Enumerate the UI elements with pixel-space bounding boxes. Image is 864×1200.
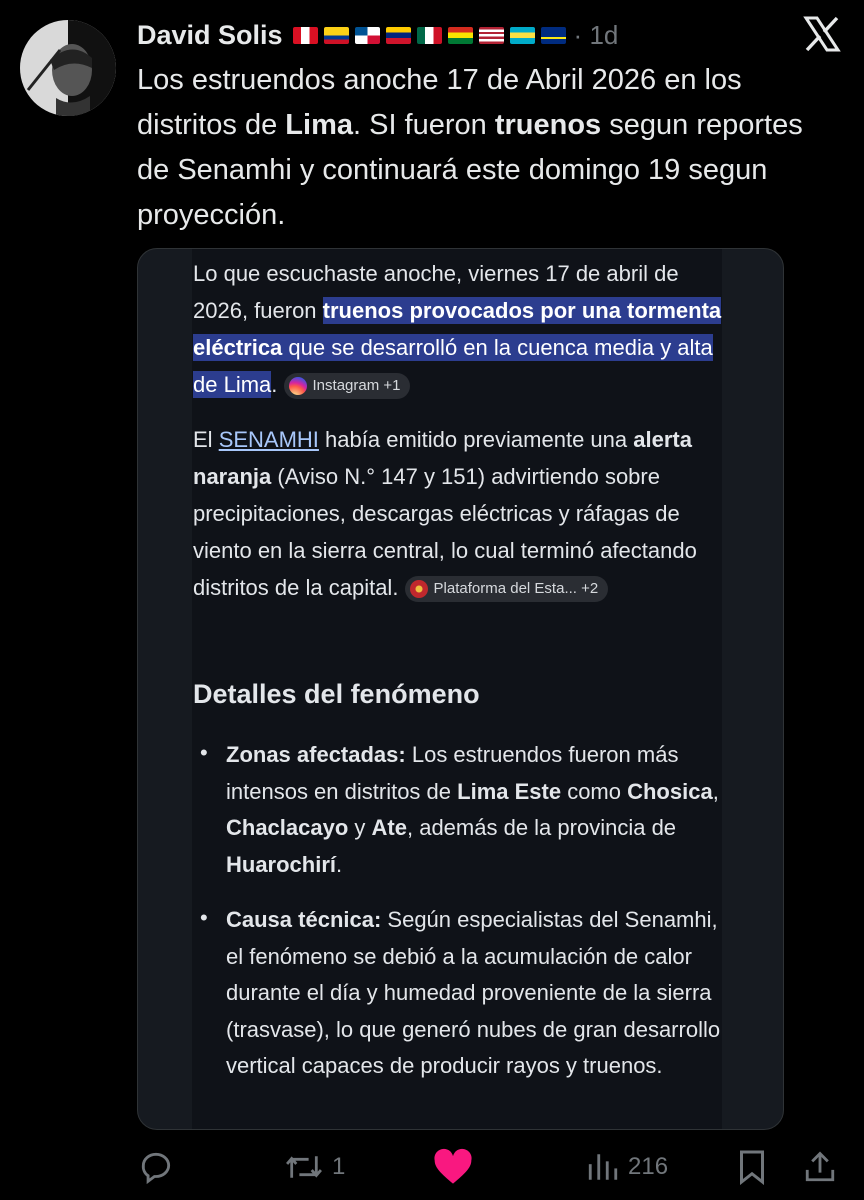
curacao-flag-icon [541, 27, 566, 44]
answer-text: Según especialistas del Senamhi, el fenómeno se debió a la acumulación de calor durante el día y humedad proveniente de la sierra (trasvase), lo que generó nubes de gran desarrollo vertical capaces de producir rayos y truenos. [226, 907, 721, 1078]
bolivia-flag-icon [448, 27, 473, 44]
like-button[interactable] [433, 1142, 473, 1192]
bookmark-button[interactable] [736, 1142, 768, 1192]
answer-bold: Chaclacayo [226, 815, 349, 840]
answer-text: como [561, 778, 628, 804]
gov-seal-icon [410, 580, 428, 598]
answer-text: y [348, 815, 372, 840]
answer-paragraph-2 [193, 421, 733, 606]
answer-highlight-bold: truenos provocados por una tormenta eléctrica [193, 298, 722, 360]
share-button[interactable] [803, 1142, 837, 1192]
source-chip-instagram[interactable] [284, 373, 411, 399]
panama-flag-icon [355, 27, 380, 44]
flag-emojis [293, 27, 566, 44]
views-button[interactable] [586, 1142, 668, 1192]
mexico-flag-icon [417, 27, 442, 44]
tweet-text-bold: Lima [285, 109, 353, 141]
tweet-time-value: 1d [589, 19, 619, 50]
tweet-time[interactable]: · 1d [573, 19, 619, 50]
tweet-media-image[interactable] [137, 248, 784, 1130]
answer-bold: Lima Este [457, 778, 562, 804]
peru-flag-icon [293, 27, 318, 44]
answer-highlight-text: que se desarrolló en la cuenca media y alta de Lima [193, 335, 713, 397]
answer-text: . [336, 851, 343, 877]
source-chip-label: Instagram +1 [312, 377, 401, 395]
tweet-action-bar [0, 1142, 864, 1192]
bullet-label: Zonas afectadas: [226, 742, 406, 767]
retweet-button[interactable] [284, 1142, 345, 1192]
answer-paragraph-1 [193, 255, 733, 403]
answer-text: (Aviso N.° 147 y 151) advirtiendo sobre precipitaciones, descargas eléctricas y ráfagas de viento en la sierra central, lo cual terminó afectando distritos de la capital. [193, 464, 697, 600]
tweet-text [137, 58, 837, 238]
usa-flag-icon [479, 27, 504, 44]
bookmark-icon [736, 1149, 768, 1185]
views-count: 216 [628, 1153, 669, 1180]
answer-text: . [271, 372, 284, 397]
views-icon [586, 1149, 620, 1185]
share-icon [803, 1149, 837, 1185]
answer-bold: Ate [371, 815, 407, 840]
answer-text: había emitido previamente una [318, 427, 634, 452]
bahamas-flag-icon [510, 27, 535, 44]
venezuela-flag-icon [386, 27, 411, 44]
reply-icon [137, 1148, 175, 1186]
retweet-icon [284, 1148, 324, 1186]
tweet-text-part: segun reportes de Senamhi y continuará este domingo 19 segun proyección. [137, 109, 803, 231]
answer-bold: Huarochirí [226, 851, 337, 877]
heart-icon [433, 1148, 473, 1186]
avatar[interactable] [20, 20, 116, 116]
bullet-marker: • [200, 740, 208, 765]
answer-bold: alerta naranja [193, 427, 692, 489]
retweet-count: 1 [332, 1153, 346, 1180]
answer-text: Lo que escuchaste anoche, viernes 17 de abril de 2026, fueron [193, 261, 679, 323]
reply-button[interactable] [137, 1142, 183, 1192]
bullet-causa-tecnica [226, 902, 736, 1085]
answer-text: , [712, 778, 719, 804]
answer-bold: Chosica [627, 778, 713, 804]
bullet-label: Causa técnica: [226, 907, 382, 932]
answer-text: , además de la provincia de [406, 815, 677, 840]
bullet-zonas-afectadas [226, 737, 736, 883]
bullet-marker: • [200, 905, 208, 930]
section-title: Detalles del fenómeno [193, 679, 480, 709]
tweet-text-part: Los estruendos anoche 17 de Abril 2026 en los distritos de [137, 64, 742, 141]
tweet-text-part: . SI fueron [352, 109, 495, 141]
tweet-header [137, 18, 618, 52]
x-logo-icon[interactable] [802, 14, 842, 54]
answer-text: Los estruendos fueron más intensos en distritos de [226, 742, 679, 804]
instagram-icon [289, 377, 307, 395]
source-chip-label: Plataforma del Esta... +2 [433, 580, 599, 598]
avatar-image [20, 20, 116, 116]
source-chip-plataforma[interactable] [405, 576, 609, 602]
answer-text: El [193, 427, 219, 452]
colombia-flag-icon [324, 27, 349, 44]
tweet-text-bold: truenos [494, 109, 602, 141]
author-name[interactable]: David Solis [137, 19, 283, 50]
senamhi-link[interactable]: SENAMHI [218, 427, 319, 452]
